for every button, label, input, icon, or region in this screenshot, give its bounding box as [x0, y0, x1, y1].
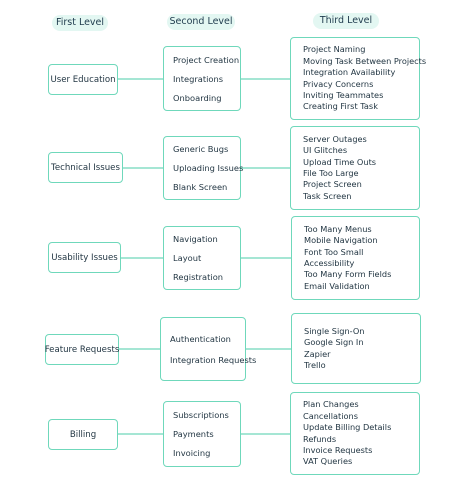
second-level-item: Payments: [173, 428, 214, 439]
first-level-usability-issues: [48, 242, 121, 273]
third-level-item: Task Screen: [303, 190, 352, 201]
third-level-item: Invoice Requests: [303, 444, 373, 455]
third-level-item: Too Many Form Fields: [304, 269, 392, 280]
second-level-item: Invoicing: [173, 448, 211, 459]
first-level-label: Technical Issues: [51, 162, 120, 173]
third-level-item: Refunds: [303, 433, 337, 444]
third-level-item: Server Outages: [303, 133, 367, 144]
third-level-user-education: [290, 37, 427, 120]
third-level-item: Upload Time Outs: [303, 156, 377, 167]
third-level-item: Email Validation: [304, 280, 370, 291]
third-level-item: Inviting Teammates: [303, 89, 384, 100]
third-level-item: Update Billing Details: [303, 422, 392, 433]
first-level-label: Usability Issues: [51, 252, 118, 263]
third-level-item: VAT Queries: [303, 456, 353, 467]
first-level-technical-issues: [48, 152, 123, 183]
second-level-item: Subscriptions: [173, 409, 229, 420]
second-level-item: Layout: [173, 252, 202, 263]
second-level-item: Project Creation: [173, 54, 240, 65]
third-level-item: Project Screen: [303, 179, 362, 190]
third-level-feature-requests: [291, 313, 421, 384]
third-level-item: Plan Changes: [303, 399, 359, 410]
first-level-user-education: [48, 64, 118, 95]
third-level-item: Integration Availability: [303, 67, 396, 78]
third-level-item: File Too Large: [303, 168, 359, 178]
third-level-item: Privacy Concerns: [303, 78, 374, 89]
first-level-label: User Education: [50, 74, 116, 85]
first-level-label: Feature Requests: [44, 344, 120, 355]
third-level-item: Font Too Small: [304, 246, 364, 257]
third-level-item: Moving Task Between Projects: [303, 55, 427, 66]
third-level-item: Single Sign-On: [304, 325, 365, 336]
second-level-usability-issues: [163, 226, 241, 290]
third-level-item: Cancellations: [303, 410, 358, 421]
second-level-user-education: [163, 46, 241, 111]
second-level-item: Authentication: [170, 333, 231, 344]
third-level-technical-issues: [290, 126, 420, 210]
first-level-feature-requests: [45, 334, 119, 365]
second-level-item: Integration Requests: [170, 354, 257, 365]
second-level-feature-requests: [160, 317, 257, 381]
header-second-level: Second Level: [167, 14, 235, 30]
third-level-item: Accessibility: [304, 258, 355, 268]
third-level-item: Zapier: [304, 348, 331, 359]
second-level-item: Onboarding: [173, 92, 222, 103]
second-level-item: Uploading Issues: [173, 162, 244, 173]
first-level-label: Billing: [69, 429, 97, 440]
third-level-item: Project Naming: [303, 44, 366, 55]
third-level-item: Too Many Menus: [304, 223, 372, 234]
second-level-technical-issues: [163, 136, 244, 200]
third-level-item: UI Glitches: [303, 145, 348, 156]
first-level-billing: [48, 419, 118, 450]
third-level-item: Mobile Navigation: [304, 235, 378, 246]
second-level-item: Registration: [173, 271, 224, 282]
third-level-usability-issues: [291, 216, 420, 300]
second-level-billing: [163, 401, 241, 467]
third-level-item: Google Sign In: [304, 337, 364, 348]
header-third-level: Third Level: [313, 13, 379, 29]
second-level-item: Generic Bugs: [173, 144, 229, 155]
third-level-billing: [290, 392, 420, 475]
third-level-item: Creating First Task: [303, 101, 378, 112]
second-level-item: Integrations: [173, 73, 224, 84]
second-level-item: Blank Screen: [173, 181, 228, 192]
third-level-item: Trello: [304, 359, 326, 370]
header-first-level: First Level: [52, 15, 108, 31]
second-level-item: Navigation: [173, 234, 218, 245]
